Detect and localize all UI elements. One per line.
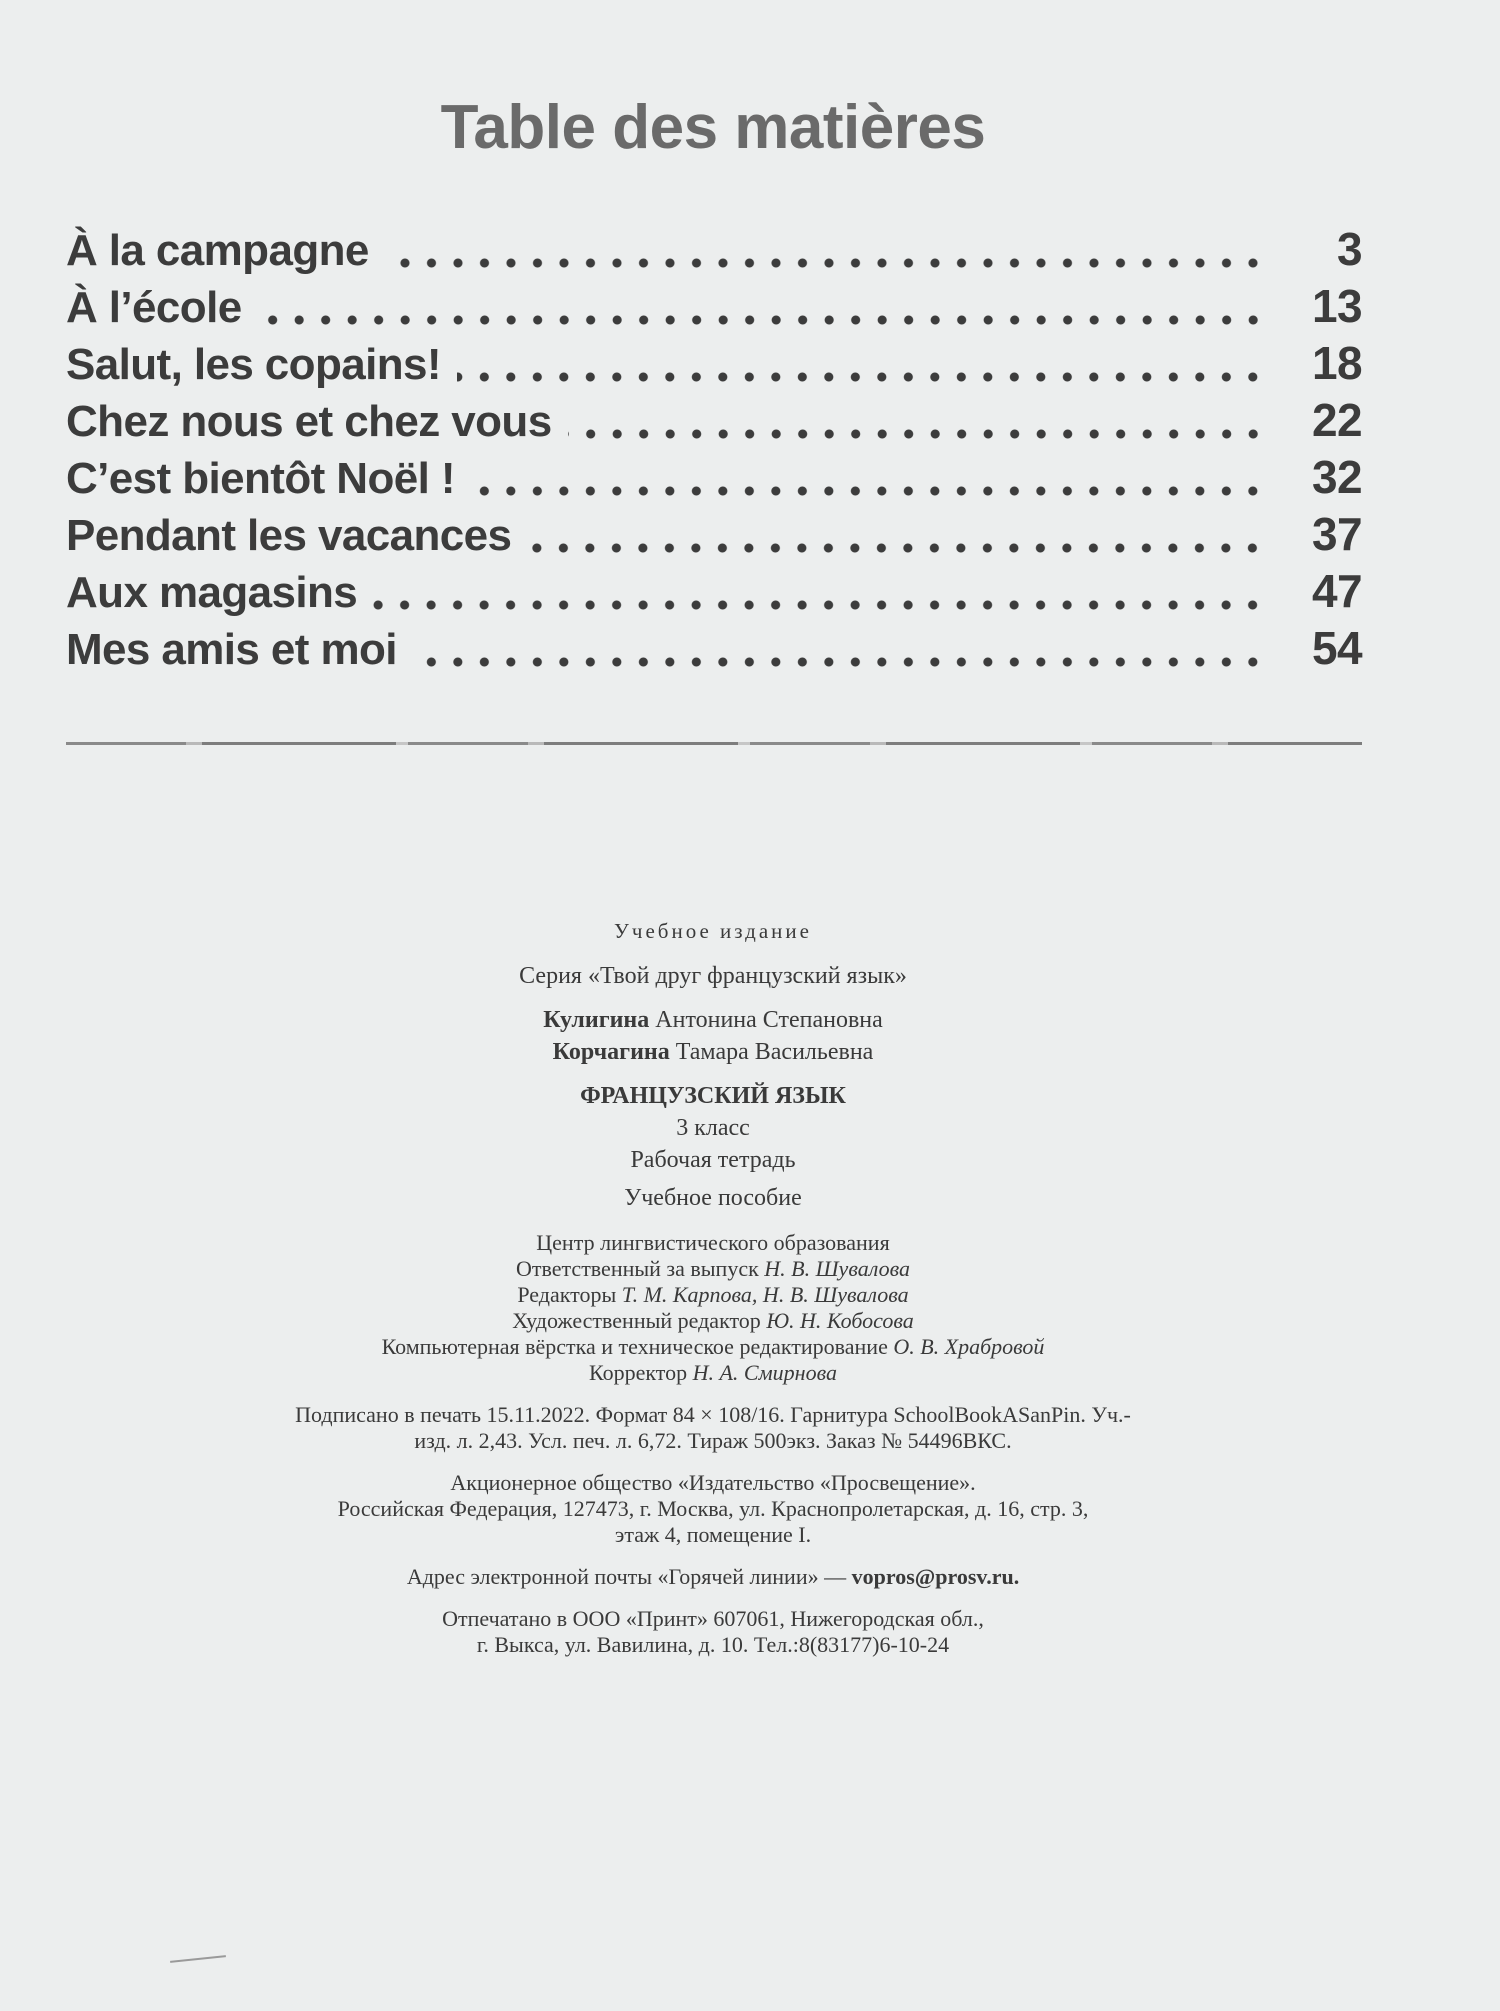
- book-type: Рабочая тетрадь: [630, 1147, 796, 1173]
- author-1-given: Антонина Степановна: [655, 1007, 883, 1033]
- edition-type: Учебное издание: [614, 919, 812, 943]
- proofreader: [150, 1360, 1276, 1386]
- toc-entry-label: Mes amis et moi: [66, 625, 397, 674]
- layout-name: О. В. Храбровой: [893, 1334, 1045, 1359]
- toc-entry-page: 32: [1312, 451, 1362, 503]
- toc-title: Table des matières: [440, 93, 986, 162]
- toc-entry: [66, 393, 1362, 450]
- toc-entry-label: Pendant les vacances: [66, 511, 512, 560]
- paper-speck: [170, 1955, 226, 1963]
- aid-type: Учебное пособие: [624, 1185, 802, 1211]
- email-address: vopros@prosv.ru.: [851, 1564, 1020, 1589]
- imprint-block: [150, 918, 1276, 1658]
- toc-entry-page: 3: [1337, 223, 1362, 275]
- proofreader-label: Корректор: [589, 1360, 688, 1385]
- print-info-line-1: Подписано в печать 15.11.2022. Формат 84 × 108/16. Гарнитура SchoolBookASanPin. Уч.-: [295, 1402, 1131, 1427]
- toc-entry-label: À l’école: [66, 283, 242, 332]
- toc-leader-dots: [568, 428, 1266, 440]
- printed-line-2: г. Выкса, ул. Вавилина, д. 10. Тел.:8(83177)6-10-24: [476, 1632, 950, 1657]
- layout-editor: [150, 1334, 1276, 1360]
- toc-entry: [66, 450, 1362, 507]
- toc-leader-dots: [373, 599, 1266, 611]
- toc-leader-dots: [457, 371, 1266, 383]
- toc-entry-page: 47: [1312, 565, 1362, 617]
- series: Серия «Твой друг французский язык»: [519, 963, 907, 989]
- toc-entry-label: Aux magasins: [66, 568, 358, 617]
- toc-entry-page: 13: [1312, 280, 1362, 332]
- print-info-line-2: изд. л. 2,43. Усл. печ. л. 6,72. Тираж 500экз. Заказ № 54496ВКС.: [414, 1428, 1012, 1453]
- publisher-line-2: Российская Федерация, 127473, г. Москва, ул. Краснопролетарская, д. 16, стр. 3,: [337, 1496, 1089, 1521]
- grade: 3 класс: [676, 1115, 750, 1141]
- layout-label: Компьютерная вёрстка и техническое редактирование: [381, 1334, 888, 1359]
- publisher-line-1: Акционерное общество «Издательство «Просвещение».: [450, 1470, 976, 1495]
- author-2: [150, 1036, 1276, 1068]
- toc-entry-page: 54: [1312, 622, 1362, 674]
- author-1: [150, 1004, 1276, 1036]
- center: Центр лингвистического образования: [536, 1230, 890, 1255]
- toc-entry-label: Salut, les copains!: [66, 340, 441, 389]
- toc-leader-dots: [258, 314, 1266, 326]
- toc-leader-dots: [527, 542, 1266, 554]
- toc-entry: [66, 564, 1362, 621]
- book-title: ФРАНЦУЗСКИЙ ЯЗЫК: [580, 1083, 846, 1109]
- art-editor: [150, 1308, 1276, 1334]
- toc-entry: [66, 507, 1362, 564]
- toc-leader-dots: [471, 485, 1266, 497]
- toc-entry-label: À la campagne: [66, 226, 369, 275]
- printed-line-1: Отпечатано в ООО «Принт» 607061, Нижегородская обл.,: [442, 1606, 984, 1631]
- editors-label: Редакторы: [517, 1282, 617, 1307]
- author-2-surname: Корчагина: [552, 1039, 670, 1065]
- toc-entry: [66, 222, 1362, 279]
- divider-rule: [66, 742, 1362, 745]
- toc-entry: [66, 336, 1362, 393]
- publisher-line-3: этаж 4, помещение I.: [614, 1522, 812, 1547]
- toc-entry-page: 18: [1312, 337, 1362, 389]
- responsible-name: Н. В. Шувалова: [764, 1256, 910, 1281]
- editors-names: Т. М. Карпова, Н. В. Шувалова: [621, 1282, 909, 1307]
- art-editor-label: Художественный редактор: [512, 1308, 761, 1333]
- toc-entry-page: 37: [1312, 508, 1362, 560]
- toc-leader-dots: [413, 656, 1266, 668]
- toc-entry: [66, 621, 1362, 678]
- editors: [150, 1282, 1276, 1308]
- author-2-given: Тамара Васильевна: [675, 1039, 874, 1065]
- toc-entry-label: Chez nous et chez vous: [66, 397, 552, 446]
- art-editor-name: Ю. Н. Кобосова: [766, 1308, 914, 1333]
- email-label: Адрес электронной почты «Горячей линии» —: [406, 1564, 847, 1589]
- responsible-label: Ответственный за выпуск: [516, 1256, 759, 1281]
- toc-entry: [66, 279, 1362, 336]
- proofreader-name: Н. А. Смирнова: [692, 1360, 837, 1385]
- toc-entry-label: C’est bientôt Noël !: [66, 454, 455, 503]
- toc-entry-page: 22: [1312, 394, 1362, 446]
- author-1-surname: Кулигина: [543, 1007, 650, 1033]
- toc-list: [66, 222, 1362, 678]
- toc-leader-dots: [385, 257, 1266, 269]
- responsible: [150, 1256, 1276, 1282]
- hotline-email: [150, 1564, 1276, 1590]
